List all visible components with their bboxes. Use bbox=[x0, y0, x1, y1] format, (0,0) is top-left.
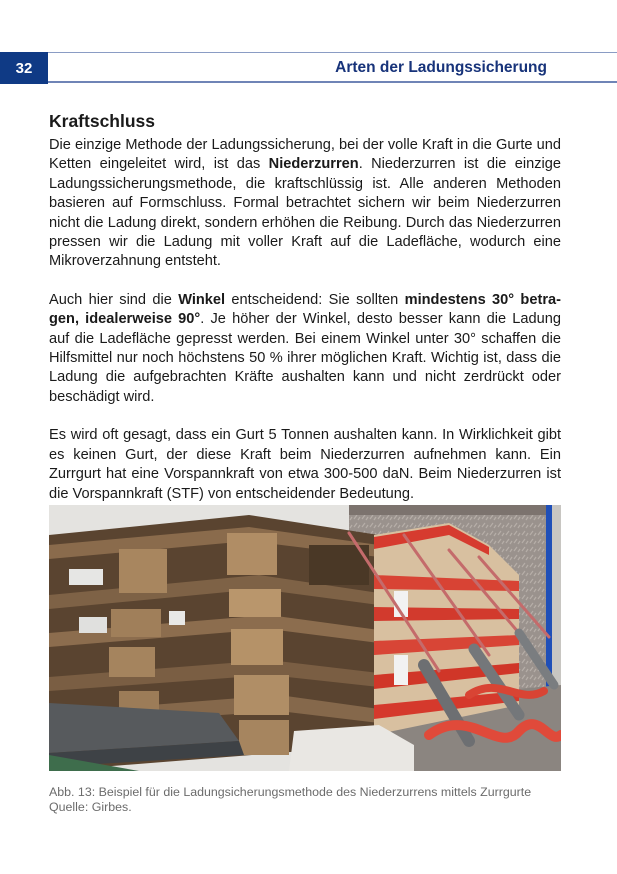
text: . Niederzurren ist die einzige Ladungssicherungsmethode, die kraftschlüssig ist. Alle anderen Methoden basieren auf Formschluss. Formal betrachtet sichern wir beim Niederzurren nicht die Ladung direkt, sondern erhöhen die Reibung. Durch das Niederzurren pressen wir die Ladung mit voller Kraft auf die Ladefläche, wodurch eine Mikroverzahnung entsteht. bbox=[49, 156, 561, 270]
bold-term-winkel: Winkel bbox=[178, 291, 226, 308]
photo-illustration bbox=[49, 505, 561, 771]
bold-term-niederzurren: Niederzurren bbox=[268, 156, 359, 173]
text: . Je höher der Winkel, desto besser kann die Ladung auf die Ladefläche gepresst werden. Bei einem Winkel unter 30° schaffen die Hilfsmittel nur noch höchstens 50 % ihrer möglichen Kraft. Wichtig ist, dass die Ladung die aufgebrachten Kräfte aushalten kann und nicht zerdrückt oder beschädigt wird. bbox=[49, 311, 561, 405]
page-number: 32 bbox=[0, 52, 48, 84]
bold-term-angle: mindestens 30° betragen, idealerweise 90° bbox=[49, 291, 561, 328]
caption-line: Abb. 13: Beispiel für die Ladungsicherungsmethode des Niederzurrens mittels Zurrgurte bbox=[49, 785, 532, 799]
running-title: Arten der Ladungssicherung bbox=[335, 59, 547, 76]
paragraph-2 bbox=[49, 291, 561, 407]
text: entscheidend: Sie sollten bbox=[225, 291, 405, 308]
running-header bbox=[0, 52, 617, 83]
text: Die einzige Methode der Ladungssicherung, bei der volle Kraft in die Gurte und Ketten eingeleitet wird, ist das bbox=[49, 137, 561, 173]
text: Auch hier sind die bbox=[49, 291, 179, 308]
section-heading: Kraftschluss bbox=[49, 111, 156, 131]
figure-caption bbox=[49, 785, 579, 815]
paragraph-3 bbox=[49, 426, 561, 504]
paragraph-1 bbox=[49, 136, 561, 272]
section-kraftschluss bbox=[49, 110, 561, 523]
caption-source: Quelle: Girbes. bbox=[49, 800, 132, 814]
text: Es wird oft gesagt, dass ein Gurt 5 Tonnen aushalten kann. In Wirklichkeit gibt es keinen Gurt, der diese Kraft beim Niederzurren aufnehmen kann. Ein Zurrgurt hat eine Vorspannkraft von etwa 300-500 daN. Beim Niederzurren ist die Vorspannkraft (STF) von entscheidender Bedeutung. bbox=[49, 427, 561, 502]
figure-photo-pallets-lashing bbox=[49, 505, 561, 771]
